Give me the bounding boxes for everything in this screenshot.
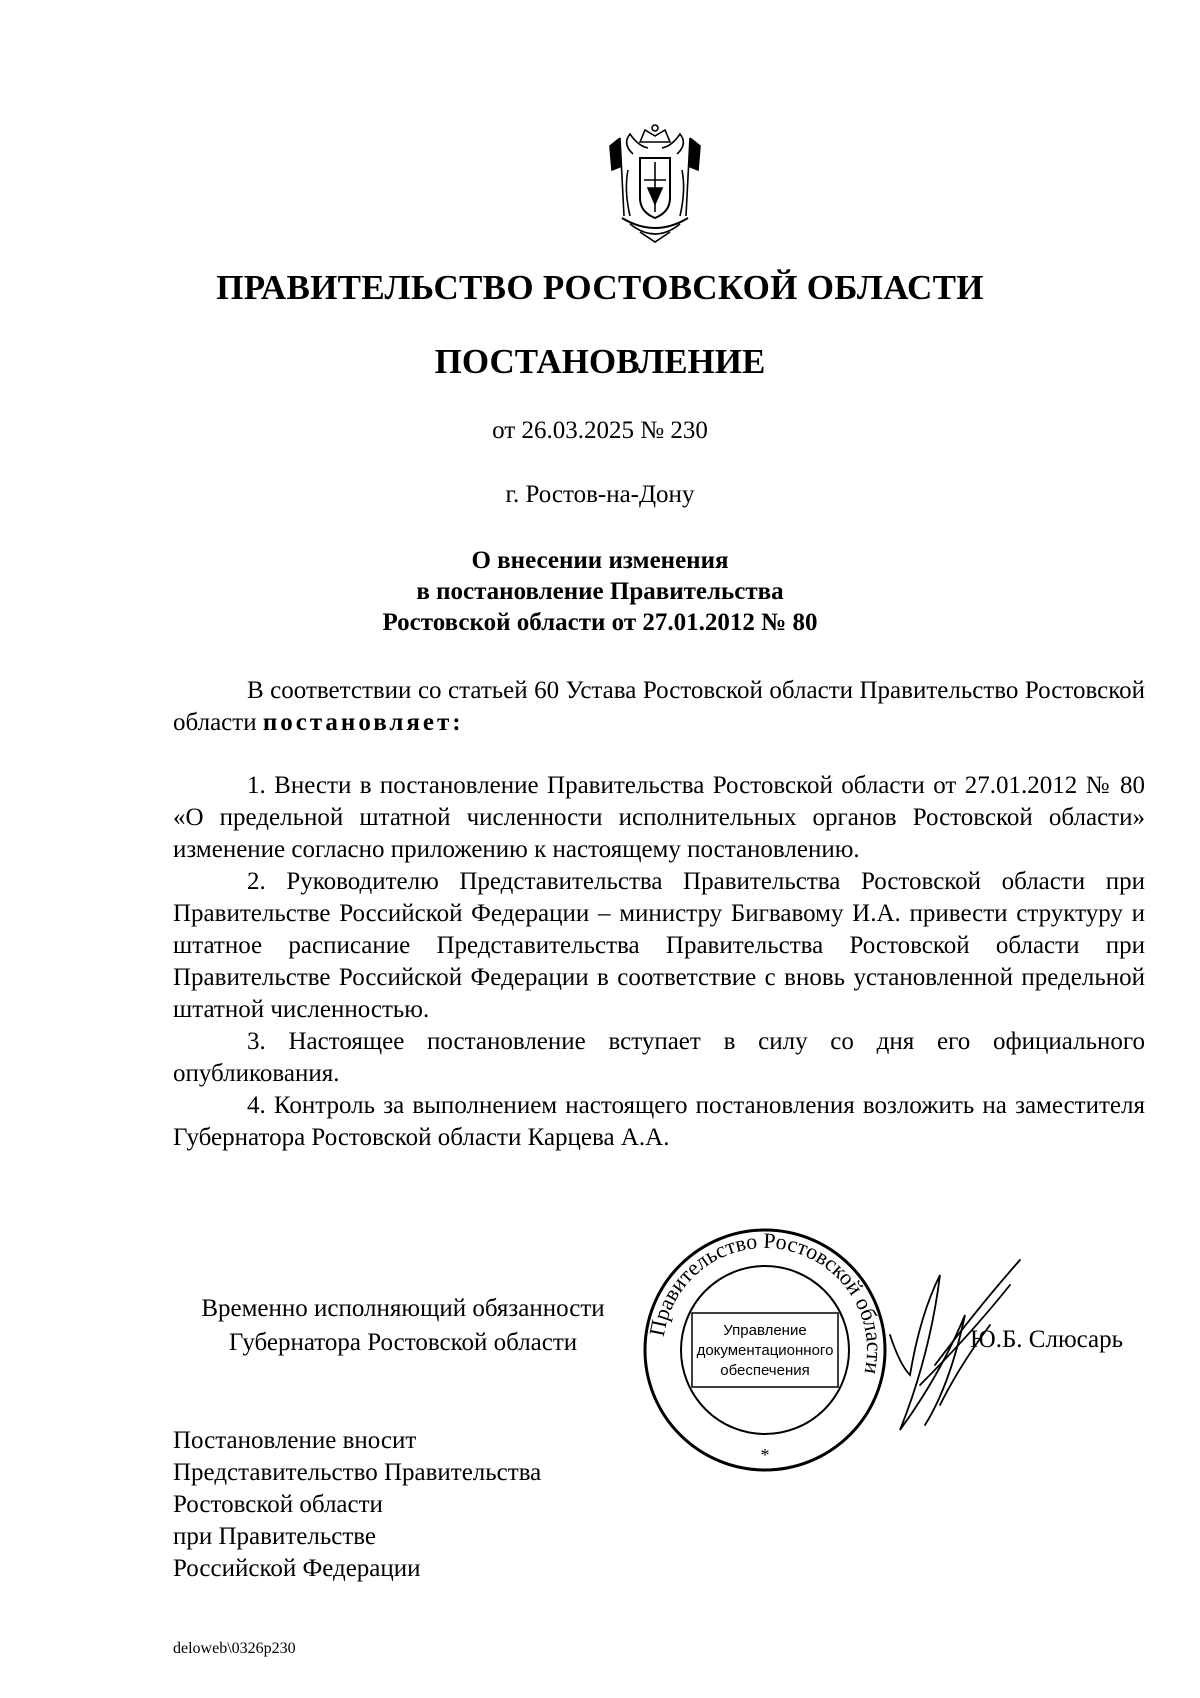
city: г. Ростов-на-Дону	[505, 481, 695, 508]
submitter-line: Российской Федерации	[173, 1555, 421, 1582]
subject-line: Ростовской области от 27.01.2012 № 80	[382, 609, 818, 636]
resolution-items	[173, 770, 1145, 1154]
submitter-line: Ростовской области	[173, 1491, 383, 1518]
official-stamp	[640, 1225, 890, 1475]
stamp-inner-line: Управление	[723, 1322, 807, 1339]
date-number: от 26.03.2025 № 230	[492, 417, 708, 444]
resolves-word: постановляет:	[262, 709, 464, 736]
position-line: Губернатора Ростовской области	[228, 1329, 578, 1356]
organization-title: ПРАВИТЕЛЬСТВО РОСТОВСКОЙ ОБЛАСТИ	[216, 268, 984, 307]
resolution-item: 4. Контроль за выполнением настоящего постановления возложить на заместителя Губернатора Ростовской области Карцева А.А.	[173, 1092, 1145, 1151]
resolution-item: 1. Внести в постановление Правительства Ростовской области от 27.01.2012 № 80 «О предельной штатной численности исполнительных органов Ростовской области» изменение согласно приложению к настоящему постановлению.	[173, 772, 1145, 863]
stamp-inner-line: обеспечения	[720, 1362, 810, 1379]
preamble	[173, 675, 1145, 739]
subject-line: О внесении изменения	[471, 547, 729, 574]
submitter-line: при Правительстве	[173, 1523, 377, 1550]
stamp-inner-line: документационного	[696, 1342, 834, 1359]
preamble-paragraph	[173, 675, 1145, 739]
document-subject	[0, 545, 1200, 638]
document-code: deloweb\0326p230	[173, 1640, 296, 1657]
stamp-outer-text-path: Правительство Ростовской области	[643, 1227, 888, 1377]
document-type-title: ПОСТАНОВЛЕНИЕ	[434, 342, 766, 381]
preamble-text: В соответствии со статьей 60 Устава Ростовской области Правительство Ростовской области	[173, 677, 1145, 736]
coat-of-arms-icon	[600, 120, 710, 250]
submitter-line: Представительство Правительства	[173, 1459, 542, 1486]
stamp-star: *	[760, 1445, 770, 1465]
submitter-line: Постановление вносит	[173, 1427, 417, 1454]
signatory-position	[173, 1292, 633, 1360]
signatory-name: Ю.Б. Слюсарь	[970, 1326, 1124, 1353]
submitted-by	[173, 1425, 541, 1585]
resolution-item: 3. Настоящее постановление вступает в силу со дня его официального опубликования.	[173, 1028, 1145, 1087]
resolution-item: 2. Руководителю Представительства Правительства Ростовской области при Правительстве Российской Федерации – министру Бигвавому И.А. привести структуру и штатное расписание Представительства Правительства Ростовской области при Правительстве Российской Федерации в соответствие с вновь установленной предельной штатной численностью.	[173, 868, 1145, 1023]
position-line: Временно исполняющий обязанности	[201, 1295, 605, 1322]
subject-line: в постановление Правительства	[416, 578, 784, 605]
